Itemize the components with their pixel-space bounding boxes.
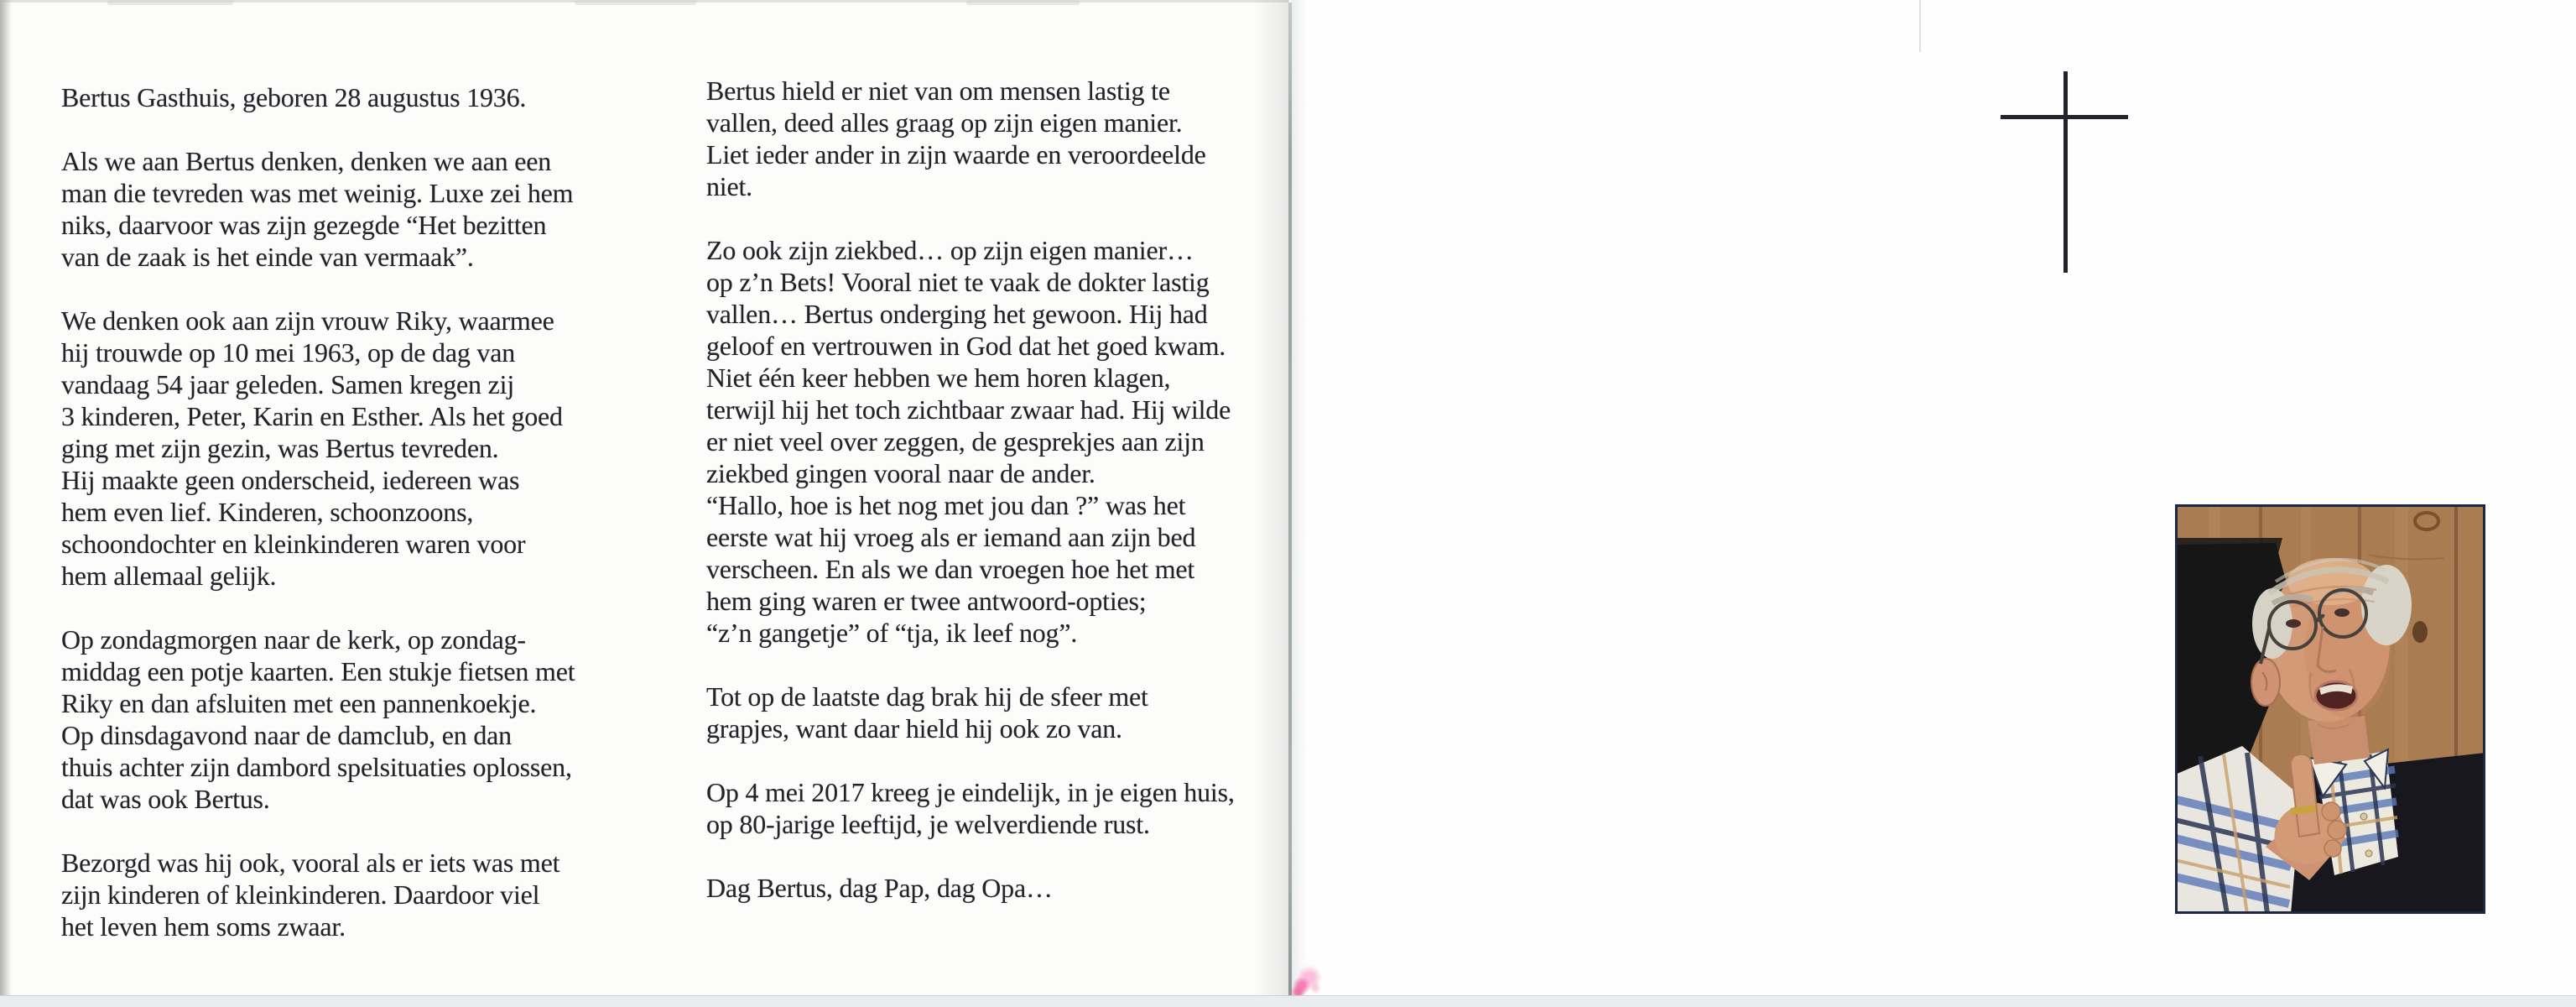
memorial-text-paragraph: Als we aan Bertus denken, denken we aan een man die tevreden was met weinig. Luxe zei hem niks, daarvoor was zijn gezegde “Het bezitten van de zaak is het einde van vermaak”. [61, 146, 574, 272]
memorial-text-paragraph: Bertus Gasthuis, geboren 28 augustus 1936. [61, 82, 527, 112]
ear [2251, 659, 2280, 706]
card-inner-left-page [0, 0, 1289, 995]
wood-knot [2412, 621, 2428, 643]
paper-crease-mark [1919, 0, 1921, 52]
cross-icon [2063, 71, 2068, 273]
fold-shadow-left [1253, 0, 1288, 995]
memorial-text-paragraph: Zo ook zijn ziekbed… op zijn eigen manier… op z’n Bets! Vooral niet te vaak de dokter lastig vallen… Bertus onderging het gewoon. Hij had geloof en vertrouwen in God dat het goed kwam. Niet één keer hebben we hem horen klagen, terwijl hij het toch zichtbaar zwaar had. Hij wilde er niet veel over zeggen, de gesprekjes aan zijn ziekbed gingen vooral naar de ander. “Hallo, hoe is het nog met jou dan ?” was het eerste wat hij vroeg als er iemand aan zijn bed verscheen. En als we dan vroegen hoe het met hem ging waren er twee antwoord-opties; “z’n gangetje” of “tja, ik leef nog”. [706, 235, 1231, 648]
memorial-text-paragraph: Op zondagmorgen naar de kerk, op zondag- middag een potje kaarten. Een stukje fietsen met Riky en dan afsluiten met een pannenkoekje. Op dinsdagavond naar de damclub, en dan thuis achter zijn dambord spelsituaties oplossen, dat was ook Bertus. [61, 624, 575, 814]
memorial-text-paragraph: Dag Bertus, dag Pap, dag Opa… [706, 873, 1053, 903]
eye [2286, 619, 2301, 628]
scan-artifact-smudge [966, 0, 1080, 5]
man-neck [2308, 716, 2370, 764]
memorial-text-paragraph: Tot op de laatste dag brak hij de sfeer met grapjes, want daar hield hij ook zo van. [706, 681, 1148, 744]
memorial-text-paragraph: We denken ook aan zijn vrouw Riky, waarmee hij trouwde op 10 mei 1963, op de dag van vandaag 54 jaar geleden. Samen kregen zij 3 kinderen, Peter, Karin en Esther. Als het goed ging met zijn gezin, was Bertus tevreden. Hij maakte geen onderscheid, iedereen was hem even lief. Kinderen, schoonzoons, schoondochter en kleinkinderen waren voor hem allemaal gelijk. [61, 305, 563, 591]
portrait-photo [2175, 504, 2485, 914]
eye [2334, 608, 2350, 617]
cross-icon-bar [2001, 115, 2128, 119]
scan-artifact-smudge [575, 0, 696, 5]
pink-ink-smudge [1288, 957, 1332, 997]
fold-shadow-right [1292, 0, 1307, 995]
memorial-text-paragraph: Op 4 mei 2017 kreeg je eindelijk, in je eigen huis, op 80-jarige leeftijd, je welverdiende rust. [706, 777, 1235, 839]
text-column-1 [61, 81, 575, 974]
mouth [2315, 681, 2357, 710]
scan-artifact-smudge [107, 0, 233, 5]
memorial-text-paragraph: Bertus hield er niet van om mensen lastig te vallen, deed alles graag op zijn eigen manier. Liet ieder ander in zijn waarde en veroordeelde niet. [706, 76, 1206, 201]
shirt-button [2365, 850, 2372, 857]
memorial-text-paragraph: Bezorgd was hij ook, vooral als er iets was met zijn kinderen of kleinkinderen. Daardoor viel het leven hem soms zwaar. [61, 848, 560, 942]
scan-left-edge-shadow [0, 0, 12, 1007]
text-column-2 [706, 75, 1235, 936]
shirt-button [2360, 813, 2367, 820]
scan-bottom-strip [0, 995, 2576, 1007]
